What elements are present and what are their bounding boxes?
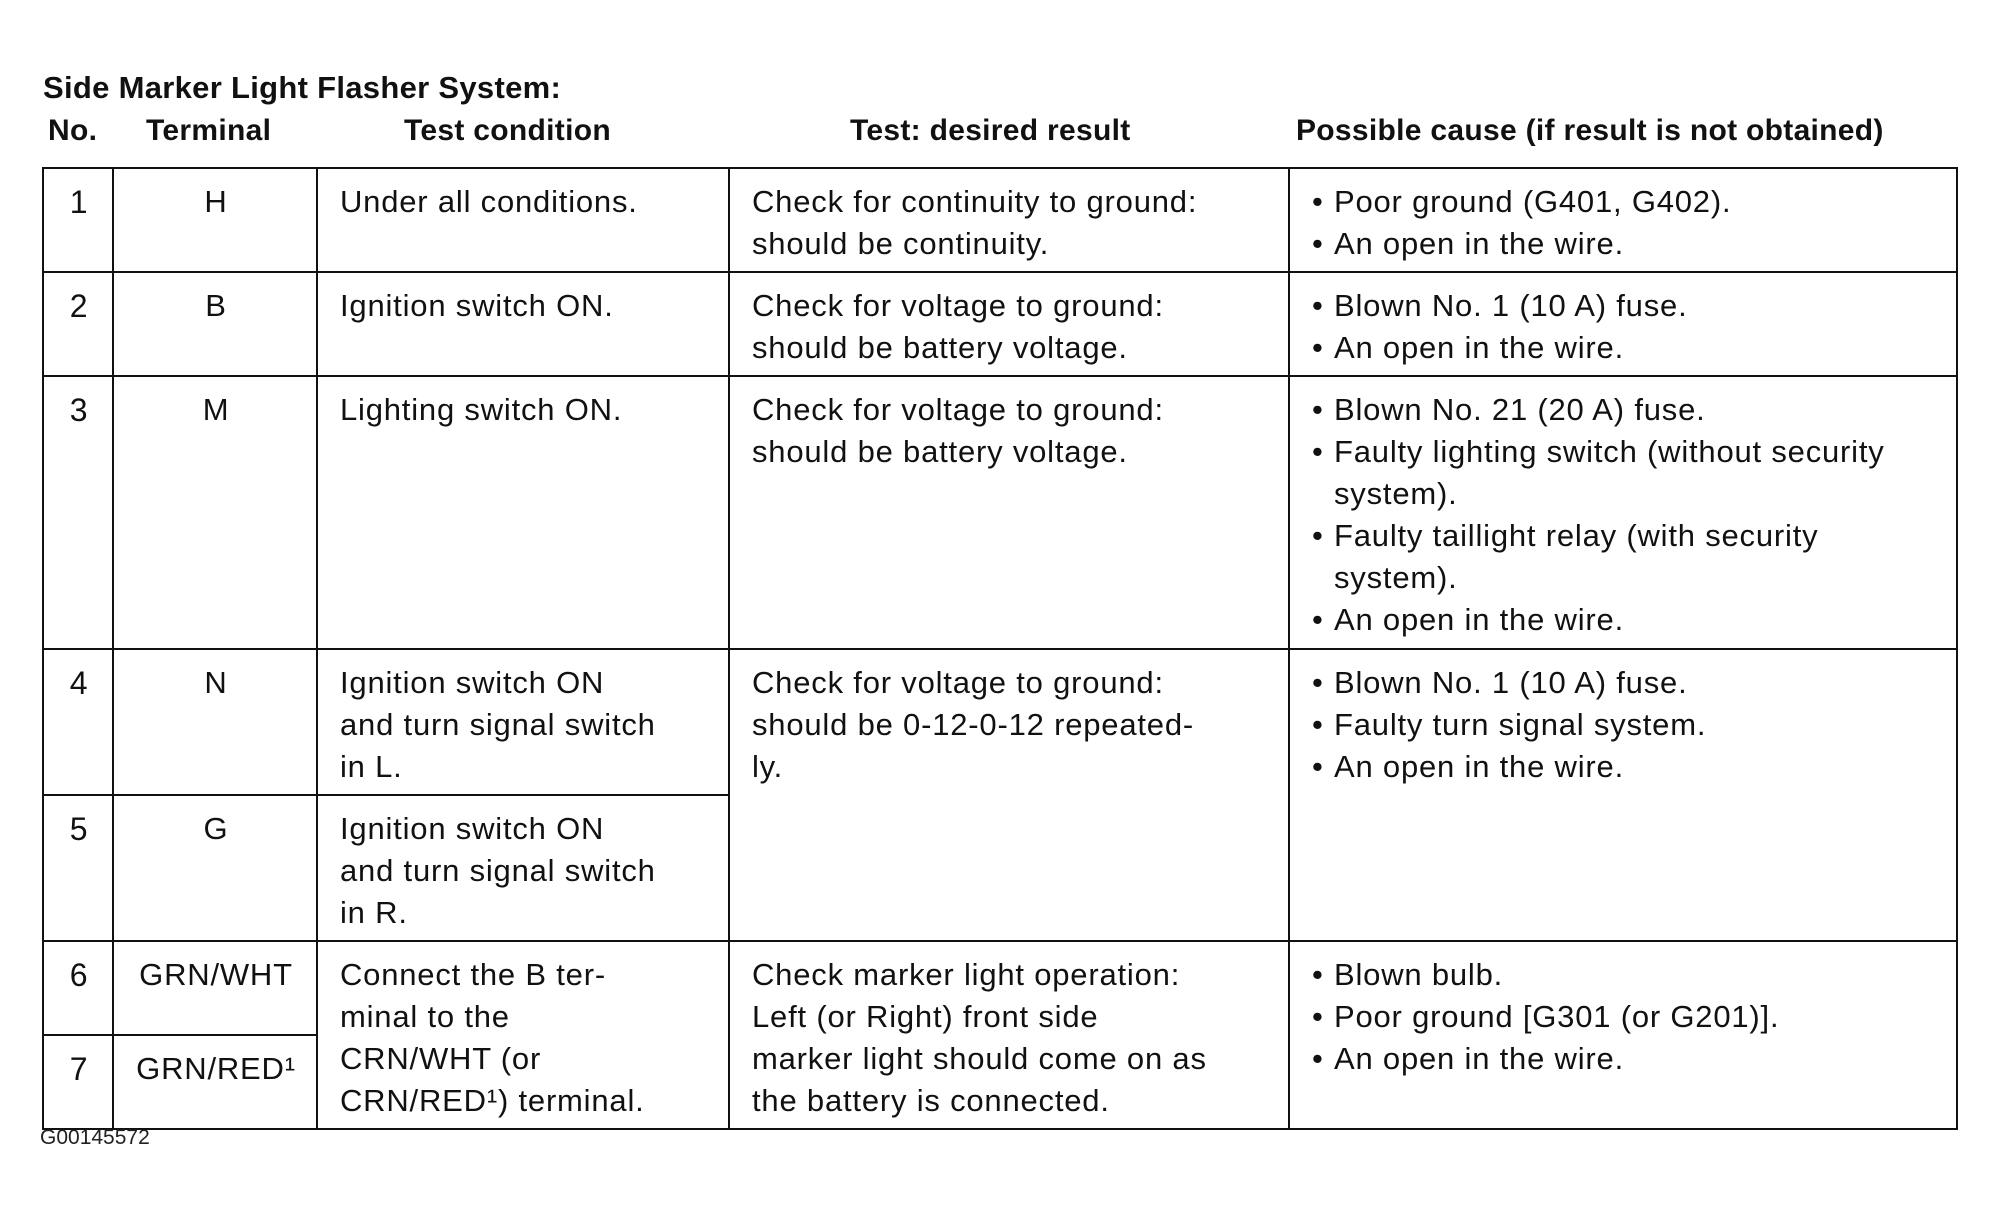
result-line: the battery is connected. [752, 1083, 1110, 1118]
row-number: 3 [43, 376, 113, 649]
result-line: Left (or Right) front side [752, 999, 1099, 1034]
condition-line: CRN/RED¹) terminal. [340, 1083, 645, 1118]
condition-line: Ignition switch ON [340, 811, 605, 846]
desired-result-cell [729, 649, 1289, 941]
terminal-cell: GRN/WHT [113, 941, 317, 1035]
desired-result-cell [729, 941, 1289, 1129]
desired-result-cell [729, 376, 1289, 649]
test-condition-cell [317, 941, 729, 1129]
header-possible-cause: Possible cause (if result is not obtained) [1296, 114, 1884, 147]
condition-line: Lighting switch ON. [340, 392, 623, 427]
table-row [43, 272, 1957, 376]
table-row [43, 168, 1957, 272]
cause-item: • An open in the wire. [1312, 223, 1936, 265]
terminal-cell: H [113, 168, 317, 272]
header-desired-result: Test: desired result [850, 114, 1131, 147]
cause-item: • An open in the wire. [1312, 599, 1936, 641]
row-number: 4 [43, 649, 113, 795]
cause-item: • Poor ground (G401, G402). [1312, 181, 1936, 223]
row-number: 2 [43, 272, 113, 376]
cause-item: • Poor ground [G301 (or G201)]. [1312, 996, 1936, 1038]
cause-item: • Faulty turn signal system. [1312, 704, 1936, 746]
desired-result-cell [729, 168, 1289, 272]
cause-item: • Faulty taillight relay (with security system). [1312, 515, 1936, 599]
condition-line: in L. [340, 749, 403, 784]
test-condition-cell [317, 168, 729, 272]
header-test-condition: Test condition [404, 114, 611, 147]
result-line: Check for continuity to ground: [752, 184, 1198, 219]
terminal-cell: GRN/RED¹ [113, 1035, 317, 1129]
table-row [43, 376, 1957, 649]
header-terminal: Terminal [146, 114, 272, 147]
terminal-cell: G [113, 795, 317, 941]
condition-line: Connect the B ter- [340, 957, 606, 992]
cause-item: • An open in the wire. [1312, 746, 1936, 788]
cause-item: • An open in the wire. [1312, 1038, 1936, 1080]
row-number: 5 [43, 795, 113, 941]
test-condition-cell [317, 376, 729, 649]
row-number: 6 [43, 941, 113, 1035]
row-number: 1 [43, 168, 113, 272]
cause-item: • Blown No. 1 (10 A) fuse. [1312, 285, 1936, 327]
condition-line: Ignition switch ON [340, 665, 605, 700]
cause-item: • Faulty lighting switch (without security system). [1312, 431, 1936, 515]
result-line: Check for voltage to ground: [752, 665, 1164, 700]
test-condition-cell [317, 272, 729, 376]
condition-line: Ignition switch ON. [340, 288, 614, 323]
result-line: should be battery voltage. [752, 434, 1128, 469]
condition-line: and turn signal switch [340, 853, 656, 888]
possible-cause-cell [1289, 649, 1957, 941]
result-line: should be battery voltage. [752, 330, 1128, 365]
desired-result-cell [729, 272, 1289, 376]
condition-line: minal to the [340, 999, 510, 1034]
condition-line: CRN/WHT (or [340, 1041, 542, 1076]
result-line: should be 0-12-0-12 repeated- [752, 707, 1194, 742]
possible-cause-cell [1289, 376, 1957, 649]
result-line: marker light should come on as [752, 1041, 1207, 1076]
test-condition-cell [317, 649, 729, 795]
terminal-cell: M [113, 376, 317, 649]
page-title: Side Marker Light Flasher System: [43, 70, 562, 105]
condition-line: Under all conditions. [340, 184, 638, 219]
table-row [43, 941, 1957, 1035]
header-no: No. [48, 114, 98, 147]
figure-code: G00145572 [40, 1126, 150, 1149]
cause-item: • Blown No. 1 (10 A) fuse. [1312, 662, 1936, 704]
condition-line: in R. [340, 895, 408, 930]
possible-cause-cell [1289, 941, 1957, 1129]
result-line: Check for voltage to ground: [752, 288, 1164, 323]
table-row [43, 649, 1957, 795]
result-line: ly. [752, 749, 784, 784]
cause-item: • Blown No. 21 (20 A) fuse. [1312, 389, 1936, 431]
result-line: should be continuity. [752, 226, 1050, 261]
test-table [42, 167, 1958, 1130]
cause-item: • Blown bulb. [1312, 954, 1936, 996]
result-line: Check marker light operation: [752, 957, 1181, 992]
cause-item: • An open in the wire. [1312, 327, 1936, 369]
condition-line: and turn signal switch [340, 707, 656, 742]
terminal-cell: N [113, 649, 317, 795]
terminal-cell: B [113, 272, 317, 376]
row-number: 7 [43, 1035, 113, 1129]
possible-cause-cell [1289, 272, 1957, 376]
possible-cause-cell [1289, 168, 1957, 272]
result-line: Check for voltage to ground: [752, 392, 1164, 427]
test-condition-cell [317, 795, 729, 941]
